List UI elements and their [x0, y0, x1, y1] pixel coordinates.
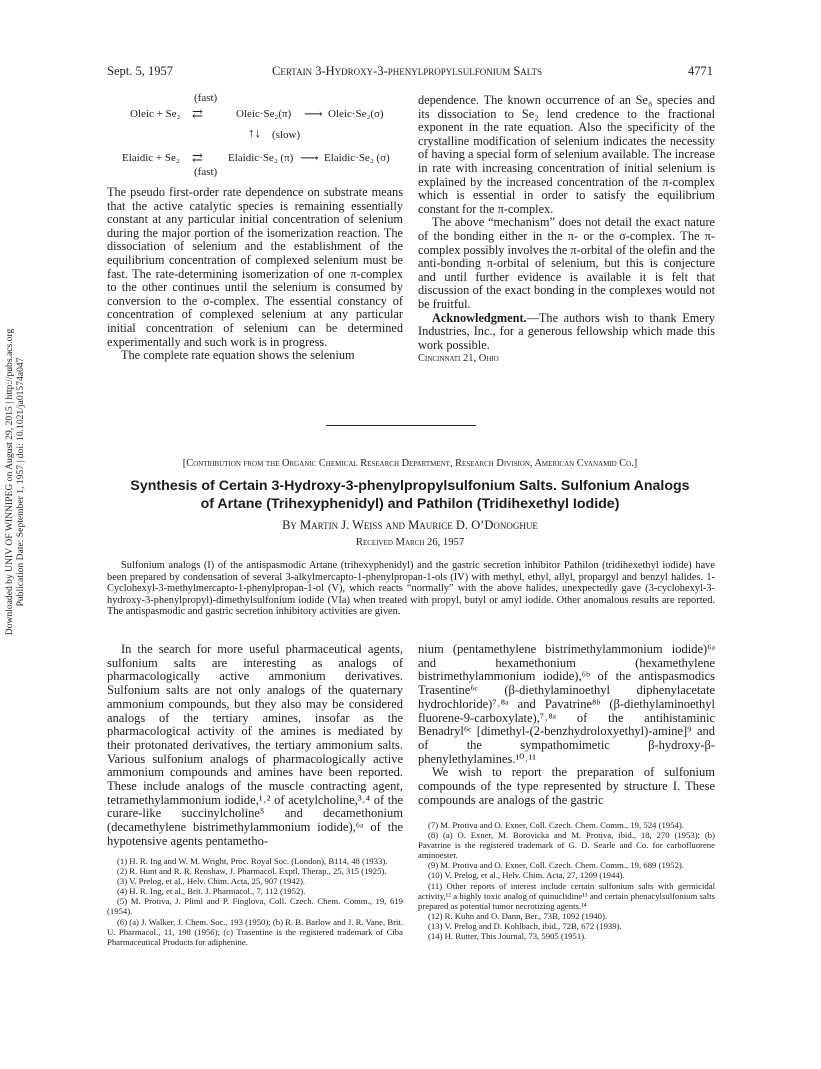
- right-arrow-icon: ⟶: [304, 106, 323, 121]
- running-title: Certain 3-Hydroxy-3-phenylpropylsulfonium Salts: [272, 64, 542, 78]
- footnote: (2) R. Hunt and R. R. Renshaw, J. Pharmacol. Exptl. Therap., 25, 315 (1925).: [117, 866, 387, 877]
- scheme-elaidic-sigma: Elaidic·Se₂ (σ): [324, 152, 390, 164]
- download-notice: [4, 328, 26, 692]
- received-date: Received March 26, 1957: [355, 537, 465, 548]
- abstract: Sulfonium analogs (I) of the antispasmodic Artane (trihexyphenidyl) and the gastric secretion inhibitor Pathilon (tridihexethyl iodide) have been prepared by condensation of several 3-alkylmercapto-1-phenylpropan-1-ols (IV) with methyl, ethyl, allyl, propargyl and benzyl halides. 1-Cyclohexyl-3-methylmercapto-1-phenylpropan-1-ol (V), which reacts “normally” with the above halides, unexpectedly gave (3-cyclohexyl-3-hydroxy-3-phenylpropyl)-dimethylsulfonium iodide (VIa) when treated with propyl, butyl or amyl iodide. Other anomalous results are reported. The antispasmodic and gastric secretion inhibitory activities are given.: [107, 560, 715, 617]
- paragraph: The complete rate equation shows the selenium: [121, 348, 355, 363]
- scheme-elaidic-reactants: Elaidic + Se₂: [122, 152, 180, 164]
- footnote: (9) M. Protiva and O. Exner, Coll. Czech. Chem. Comm., 19, 689 (1952).: [428, 860, 684, 871]
- right-arrow-icon: ⟶: [300, 150, 319, 165]
- footnotes-left: [107, 856, 403, 947]
- article-title: [100, 477, 720, 513]
- footnotes-right: [418, 820, 715, 941]
- footnote: (10) V. Prelog, et al., Helv. Chim. Acta, 27, 1209 (1944).: [428, 870, 625, 881]
- paragraph: dependence. The known occurrence of an Se₈ species and its dissociation to Se₂ lend credence to the fractional exponent in the rate equation. Also the specificity of the crystalline modification of selenium indicates the necessity of having a special form of selenium available. The increase in rate with increasing concentration of initial selenium is explained by the increased concentration of the π-complex which is essential in order to satisfy the equilibrium constant for the π-complex.: [418, 93, 715, 216]
- footnote: (3) V. Prelog, et al., Helv. Chim. Acta, 25, 907 (1942).: [117, 876, 306, 887]
- body-right-column: [418, 643, 715, 807]
- scheme-slow: (slow): [272, 129, 301, 141]
- scheme-oleic-pi: Oleic·Se₂(π): [236, 108, 292, 120]
- paragraph: The pseudo first-order rate dependence on substrate means that the active catalytic species is remaining essentially constant at any particular initial concentration of selenium during the major portion of the isomerization reaction. The dissociation of selenium and the establishment of the equilibrium concentration of complexed selenium must be fast. The rate-determining isomerization of one π-complex to the other continues until the selenium is consumed by conversion to the σ-complex. The essential constancy of concentration of complexed selenium at any particular initial concentration of selenium can be determined experimentally and such work is in progress.: [107, 185, 403, 349]
- footnote: (5) M. Protiva, J. Pliml and P. Finglova, Coll. Czech. Chem. Comm., 19, 619 (1954).: [107, 896, 403, 917]
- contribution-line: [Contribution from the Organic Chemical Research Department, Research Division, American Cyanamid Co.]: [182, 458, 638, 469]
- author-location: Cincinnati 21, Ohio: [418, 353, 499, 365]
- page-number: 4771: [688, 64, 713, 78]
- equilibrium-arrow-icon: ⇄: [192, 106, 203, 121]
- paragraph: nium (pentamethylene bistrimethylammonium iodide)⁶ᵃ and hexamethonium (hexamethylene bistrimethylammonium iodide),⁶ᵇ of the antispasmodics Trasentine⁶ᶜ (β-diethylaminoethyl diphenylacetate hydrochloride)⁷˒⁸ᵃ and Pavatrine⁸ᵇ (β-diethylaminoethyl fluorene-9-carboxylate),⁷˒⁸ᵃ of the antihistaminic Benadryl⁶ᶜ [dimethyl-(2-benzhydroloxyethyl)-amine]⁹ and of the sympathomimetic β-hydroxy-β-phenylethylamines.¹⁰˒¹¹: [418, 642, 715, 766]
- prev-article-left-column: [107, 186, 403, 363]
- download-notice-line1: Downloaded by UNIV OF WINNIPEG on August 29, 2015 | http://pubs.acs.org: [4, 328, 15, 636]
- footnote: (13) V. Prelog and D. Kohlbach, ibid., 72B, 672 (1939).: [428, 920, 622, 931]
- body-left-column: In the search for more useful pharmaceutical agents, sulfonium salts are interesting as analogs of pharmacologically active ammonium derivatives. Sulfonium salts are not only analogs of the quaternary ammonium compounds, but they also may be considered analogs of the tertiary amines, insofar as the pharmacological activity of the amines is mediated by their protonated derivatives, the tertiary ammonium salts. Various sulfonium analogs of pharmacologically active ammonium compounds and amines have been reported. These include analogs of the muscle contracting agent, tetramethylammonium iodide,¹˒² of acetylcholine,³˒⁴ of the curare-like succinylcholine⁵ and decamethonium (decamethylene bistrimethylammonium iodide),⁶ᵃ of the hypotensive agents pentametho-: [107, 642, 403, 848]
- footnote: (1) H. R. Ing and W. M. Wright, Proc. Royal Soc. (London), B114, 48 (1933).: [117, 856, 388, 866]
- header-date: Sept. 5, 1957: [107, 64, 173, 78]
- authors: By Martin J. Weiss and Maurice D. O’Donoghue: [282, 518, 538, 532]
- footnote: (8) (a) O. Exner, M. Borovicka and M. Protiva, ibid., 18, 270 (1953); (b) Pavatrine is the registered trademark of G. D. Searle and Co. for carbofluorene aminoester.: [418, 830, 715, 861]
- paragraph: The above “mechanism” does not detail the exact nature of the bonding either in the π- or the σ-complex. The π-complex possibly involves the π-orbital of the olefin and the anti-bonding π-orbital of selenium, but this is conjecture and until further evidence is available it is felt that discussion of the exact bonding in the complexes would not be fruitful.: [418, 215, 715, 311]
- article-title-line1: Synthesis of Certain 3-Hydroxy-3-phenylpropylsulfonium Salts. Sulfonium Analogs: [130, 478, 690, 494]
- acknowledgment-label: Acknowledgment.: [432, 310, 527, 325]
- scheme-elaidic-pi: Elaidic·Se₂ (π): [228, 152, 294, 164]
- acknowledgment: [418, 312, 715, 353]
- prev-article-right-column: [418, 94, 715, 366]
- scheme-oleic-sigma: Oleic·Se₂(σ): [328, 108, 384, 120]
- equilibrium-arrow-icon: ⇄: [192, 150, 203, 165]
- scheme-fast-bottom: (fast): [194, 166, 218, 178]
- paragraph: We wish to report the preparation of sulfonium compounds of the type represented by structure I. These compounds are analogs of the gastric: [418, 765, 715, 807]
- article-separator: [326, 425, 476, 426]
- download-notice-line2: Publication Date: September 1, 1957 | doi: 10.1021/ja01574a047: [15, 357, 26, 607]
- scheme-oleic-reactants: Oleic + Se₂: [130, 108, 181, 120]
- footnote: (14) H. Rutter, This Journal, 73, 5905 (1951).: [428, 931, 587, 942]
- vertical-equilibrium-icon: ↑↓: [248, 125, 261, 140]
- reaction-scheme: [110, 92, 410, 182]
- article-title-line2: of Artane (Trihexyphenidyl) and Pathilon (Tridihexethyl Iodide): [200, 496, 620, 512]
- footnote: (11) Other reports of interest include certain sulfonium salts with germicidal activity,¹² a highly toxic analog of quinuclidine¹³ and certain phenacylsulfonium salts prepared as potential tumor necrotizing agents.¹⁴: [418, 880, 715, 911]
- scheme-fast-top: (fast): [194, 92, 218, 104]
- footnote: (4) H. R. Ing, et al., Brit. J. Pharmacol., 7, 112 (1952).: [117, 886, 306, 897]
- footnote: (7) M. Protiva and O. Exner, Coll. Czech. Chem. Comm., 19, 524 (1954).: [428, 820, 684, 830]
- footnote: (12) R. Kuhn and O. Dann, Ber., 73B, 1092 (1940).: [428, 910, 608, 921]
- acknowledgment-text: —The authors wish to thank Emery Industries, Inc., for a generous fellowship which made this work possible.: [418, 310, 715, 352]
- footnote: (6) (a) J. Walker, J. Chem. Soc., 193 (1950); (b) R. B. Barlow and J. R. Vane, Brit. U. Pharmacol., 11, 198 (1956); (c) Trasentine is the registered trademark of Ciba Pharmaceutical Products for adiphenine.: [107, 916, 404, 947]
